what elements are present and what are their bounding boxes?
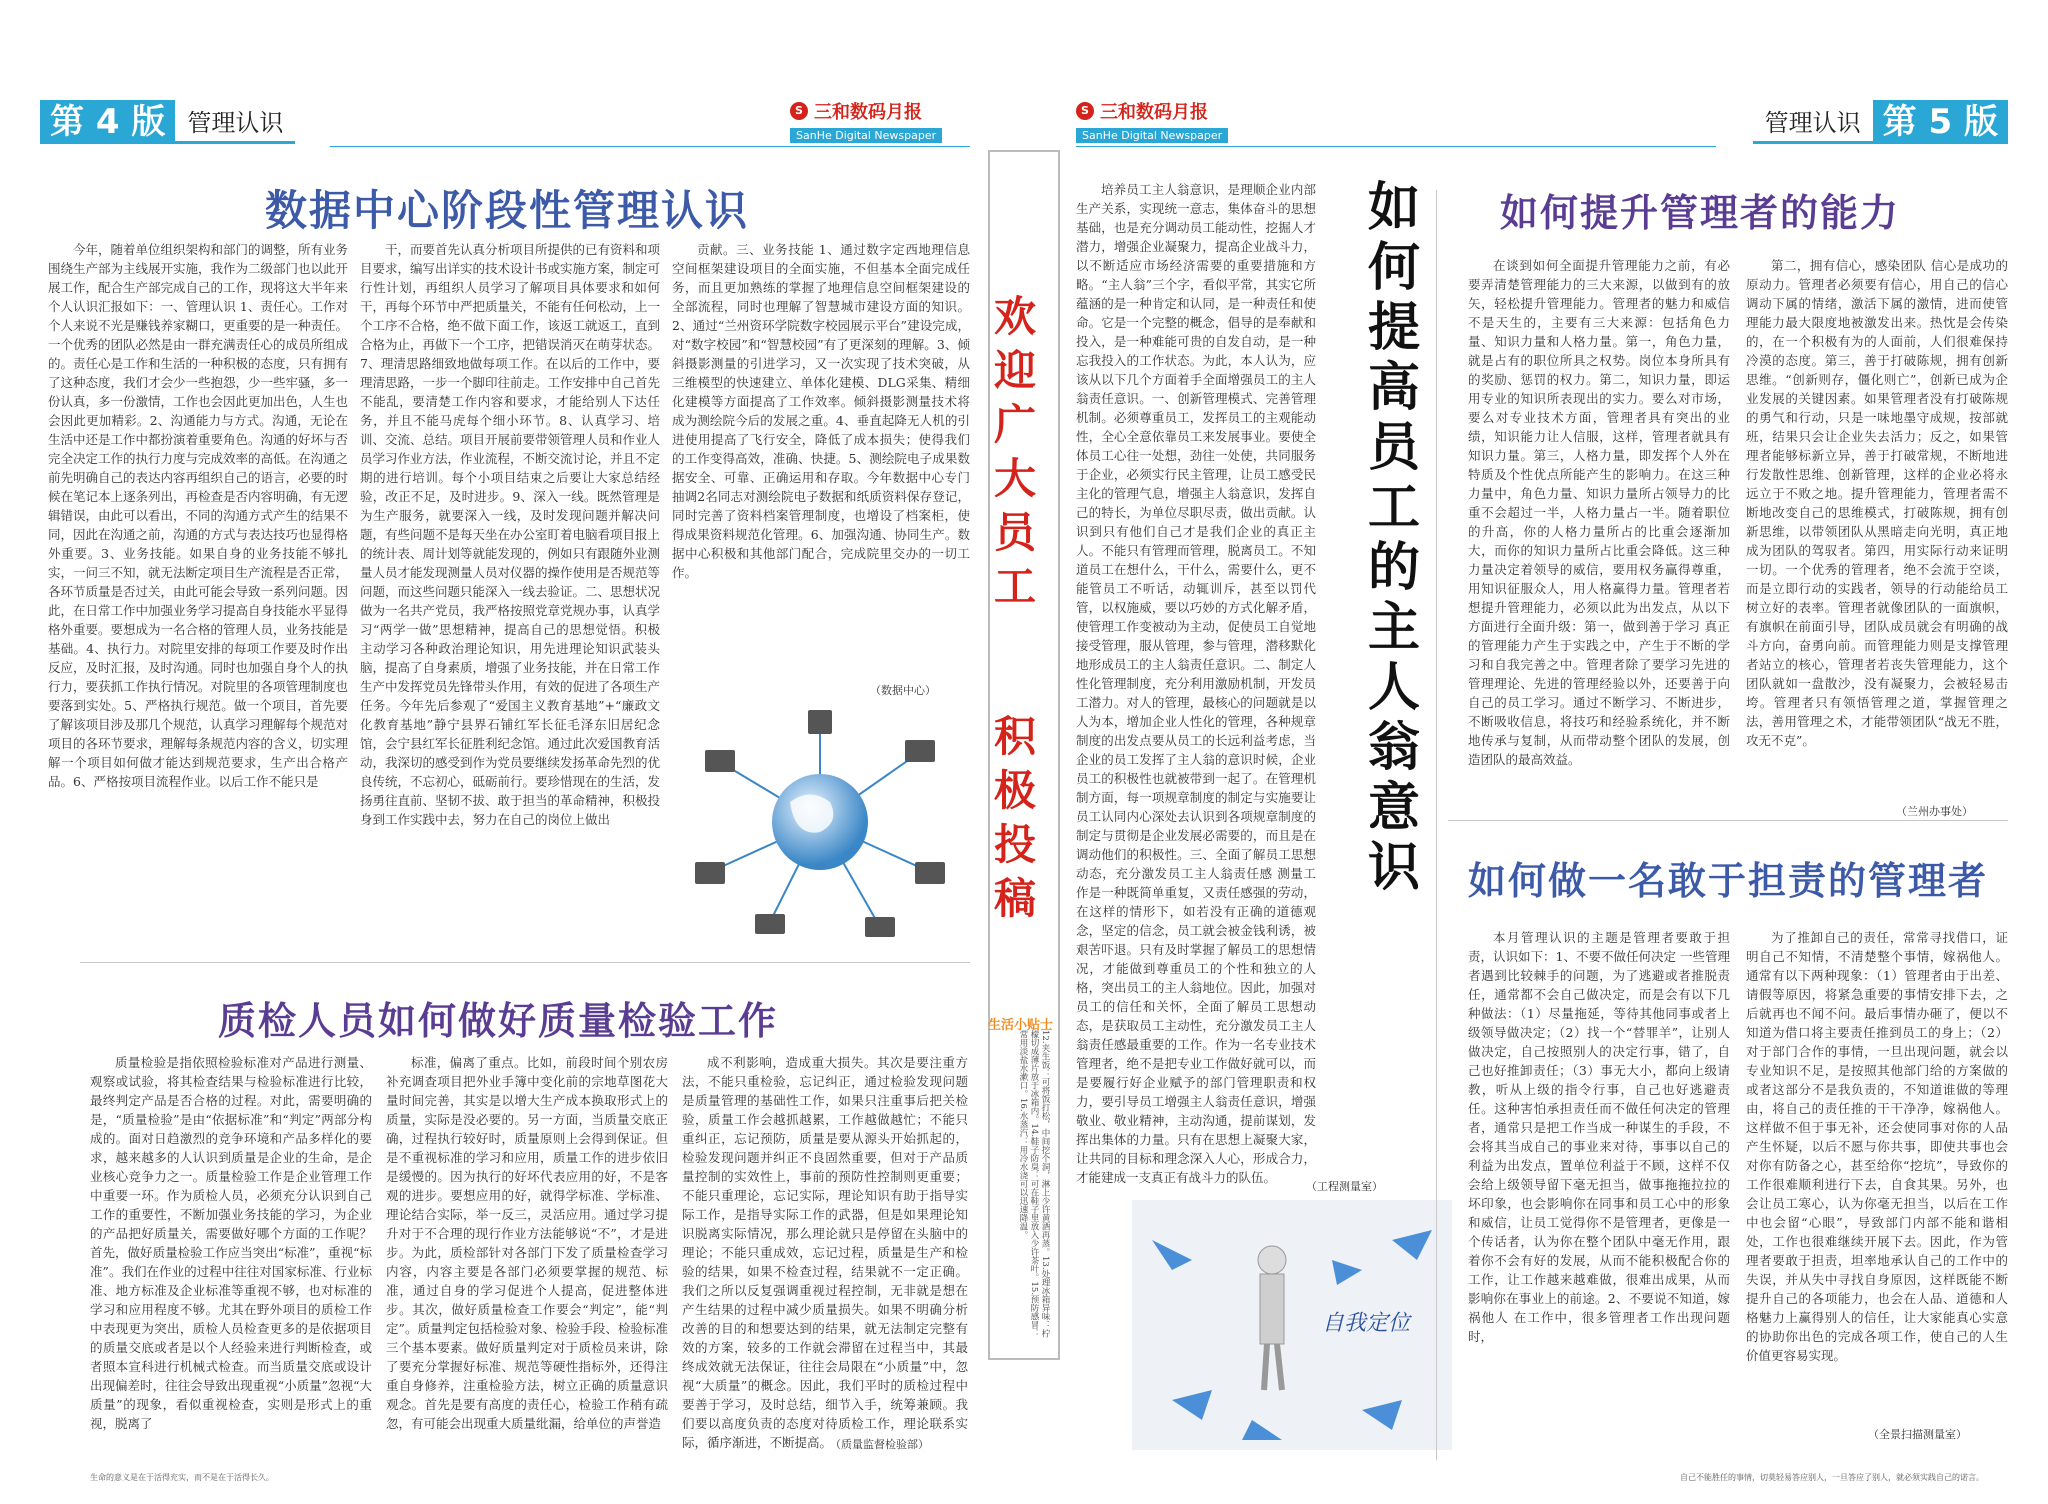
- brand-name: 三和数码月报: [1100, 102, 1208, 123]
- brand-english: SanHe Digital Newspaper: [790, 128, 942, 143]
- center-column: [980, 150, 1066, 1450]
- column: 标准，偏离了重点。比如，前段时间个别农房补充调查项目把外业手簿中变化前的宗地草图花大量时间完善，其实是以增大生产成本换取形式上的质量，实际是没必要的。另一方面，当质量交底正确，过程执行较好时，质量原则上会得到保证。但是不重视标准的学习和应用，质量工作的进步依旧是缓慢的。因为执行的好坏代表应用的好，不是客观的进步。要想应用的好，就得学标准、学标准、理论结合实际，举一反三，灵活应用。通过学习提升对于不合理的现行作业方法能够说“不”，才是进步。为此，质检部针对各部门下发了质量检查学习内容，内容主要是各部门必须要掌握的规范、标准，通过自身的学习促进个人提高，促进整体进步。其次，做好质量检查工作要会“判定”，能“判定”。质量判定包括检验对象、检验手段、检验标准三个基本要素。做好质量判定对于质检员来讲，除了要充分掌握好标准、规范等硬性指标外，还得注重自身修养，注重检验方法，树立正确的质量意识观念。首先是要有高度的责任心，检验工作稍有疏忽，有可能会出现重大质量纰漏，给单位的声誉造: [386, 1055, 668, 1431]
- article-credit: （兰州办事处）: [1896, 805, 1973, 818]
- column: 质量检验是指依照检验标准对产品进行测量、观察或试验，将其检查结果与检验标准进行比较，最终判定产品是否合格的过程。对此，需要明确的是，“质量检验”是由“依据标准”和“判定”两部分构成的。面对日趋激烈的竞争环境和产品多样化的要求，越来越多的人认识到质量是企业的生命，是企业核心竞争力之一。质量检验工作是企业管理工作中重要一环。作为质检人员，必须充分认识到自己工作的重要性，不断加强业务技能的学习，为企业的产品把好质量关，需要做好哪个方面的工作呢？首先，做好质量检验工作应当突出“标准”，重视“标准”。我们在作业的过程中往往对国家标准、行业标准、地方标准及企业标准等重视不够，也对标准的学习和应用程度不够。尤其在野外项目的质检工作中表现更为突出，质检人员检查更多的是依据项目的质量交底或者是以个人经验来进行判断检查，或者照本宣科进行机械式检查。而当质量交底或设计出现偏差时，往往会导致出现重视“小质量”忽视“大质量”的现象，看似重视检查，实则是形式上的重视，脱离了: [90, 1055, 372, 1431]
- brand-logo-right: [1076, 98, 1256, 144]
- section-label: 管理认识: [175, 100, 295, 144]
- life-tips-label: 生活小贴士: [988, 1018, 1054, 1033]
- article-title: 如何做一名敢于担责的管理者: [1468, 858, 1989, 903]
- article-title: 如何提升管理者的能力: [1500, 190, 1901, 235]
- column: 为了推卸自己的责任，常常寻找借口，证明自己不知情，不清楚整个事情，嫁祸他人。通常有以下两种现象：（1）管理者由于出差、请假等原因，将紧急重要的事情安排下去，之后就再也不闻不问。最后事情办砸了，便以不知道为借口将主要责任推到员工的身上；（2）对于部门合作的事情，一旦出现问题，就会以专业知识不足，是按照其他部门给的方案做的或者这部分不是我负责的，不知道谁做的等理由，将自己的责任推的干干净净，嫁祸他人。这样做不但于事无补，还会使同事对你的人品产生怀疑，以后不愿与你共事，即使共事也会对你有防备之心，甚至给你“挖坑”，导致你的工作很难顺利进行下去，自食其果。另外，也会让员工寒心，认为你毫无担当，以后在工作中也会留“心眼”，导致部门内部不能和谐相处，工作也很难继续开展下去。因此，作为管理者要敢于担责，坦率地承认自己的工作中的失误，并从失中寻找自身原因，这样既能不断提升自己的各项能力，也会在人品、道德和人格魅力上赢得别人的信任，让大家能真心实意的协助你出色的完成各项工作，使自己的人生价值更容易实现。: [1746, 930, 2008, 1363]
- brand-logo-left: [790, 98, 970, 144]
- header-rule: [330, 146, 970, 147]
- footer-quote-left: 生命的意义是在于活得充实，而不是在于活得长久。: [90, 1473, 274, 1482]
- life-tips-text: 12.夹生饭：可将饭打松，中间挖个洞，淋上少许黄酒再蒸。13.处理冰箱异味：柠檬切成薄片放于冰箱内。14.鞋子防臭：可在鞋子里放入少许茶叶。15.预防感冒：常用淡盐水漱口。16.水蒸汽：用冷水浇可以迅速降温。: [1018, 1030, 1050, 1338]
- brand-english: SanHe Digital Newspaper: [1076, 128, 1228, 143]
- column: 今年，随着单位组织架构和部门的调整，所有业务围绕生产部为主线展开实施，我作为二级部门也以此开展工作，配合生产部完成自己的工作，现将这大半年来个人认识汇报如下：一、管理认识 1、责任心。工作对个人来说不光是赚钱养家糊口，更重要的是一种责任。一个优秀的团队必然是由一群充满责任心的成员所组成的。责任心是工作和生活的一种积极的态度，只有拥有了这种态度，我们才会少一些抱怨，少一些牢骚，多一份认真，多一份激情，工作也会因此更加出色，人生也会因此更加精彩。2、沟通能力与方式。沟通，无论在生活中还是工作中都扮演着重要角色。沟通的好坏与否完全决定工作的执行力度与完成效率的高低。在沟通之前先明确自己的表达内容再组织自己的语言，必要的时候在笔记本上逐条列出，再检查是否内容明确，有无逻辑错误，由此可以看出，不同的沟通方式产生的结果不同，因此在沟通之前，沟通的方式与表达技巧也显得格外重要。3、业务技能。如果自身的业务技能不够扎实，一问三不知，就无法断定项目生产流程是否正常，各环节质量是否过关，由此可能会导致一系列问题。因此，在日常工作中加强业务学习提高自身技能水平显得格外重要。要想成为一名合格的管理人员，业务技能是基础。4、执行力。对院里安排的每项工作要及时作出反应，及时汇报，及时沟通。同时也加强自身个人的执行力，要获抓工作执行情况。对院里的各项管理制度也要落到实处。5、严格执行规范。做一个项目，首先要了解该项目涉及那几个规范，认真学习理解每个规范对项目的各环节要求，理解每条规范内容的含义，切实理解一个项目如何做才能达到规范要求，生产出合格产品。6、严格按项目流程作业。以后工作不能只是: [48, 242, 349, 789]
- article-title: 数据中心阶段性管理认识: [265, 186, 750, 235]
- call-for-submissions: 欢迎广大员工: [993, 292, 1036, 611]
- newspaper-spread: [40, 90, 2008, 1460]
- brand-name: 三和数码月报: [814, 102, 922, 123]
- section-divider: [1448, 820, 2008, 821]
- column: 干，而要首先认真分析项目所提供的已有资料和项目要求，编写出详实的技术设计书或实施方案，制定可行性计划，再组织人员学习了解项目具体要求和如何干，再每个环节中严把质量关，不能有任何松动，上一个工序不合格，绝不做下面工作，该返工就返工，直到合格为止，再做下一个工序，把错误消灭在萌芽状态。7、理清思路细致地做每项工作。在以后的工作中，要理清思路，一步一个脚印往前走。工作安排中自己首先不能乱，要清楚工作内容和要求，才能给别人下达任务，并且不能马虎每个细小环节。8、认真学习、培训、交流、总结。项目开展前要带领管理人员和作业人员学习作业方法，作业流程，不断交流讨论，并且不定期的进行培训。每个小项目结束之后要让大家总结经验，改正不足，及时进步。9、深入一线。既然管理是为生产服务，就要深入一线，及时发现问题并解决问题，有些问题不是每天坐在办公室盯着电脑看项目报上的统计表、周计划等就能发现的，例如只有跟随外业测量人员才能发现测量人员对仪器的操作使用是否规范等问题，而这些问题只能深入一线去验证。二、思想状况 做为一名共产党员，我严格按照党章党规办事，认真学习“两学一做”思想精神，提高自己的思想觉悟。积极主动学习各种政治理论知识，用先进理论知识武装头脑，提高了自身素质，增强了业务技能，并在日常工作生产中发挥党员先锋带头作用，有效的促进了各项生产任务。今年先后参观了“爱国主义教育基地”+“廉政文化教育基地”静宁县界石铺红军长征毛泽东旧居纪念馆，会宁县红军长征胜利纪念馆。通过此次爱国教育活动，我深切的感受到作为党员要继续发扬革命先烈的优良传统，不忘初心，砥砺前行。要珍惜现在的生活，发扬勇往直前、坚韧不拔、敢于担当的革命精神，积极投身到工作实践中去，努力在自己的岗位上做出: [360, 242, 661, 827]
- column: 在谈到如何全面提升管理能力之前，有必要弄清楚管理能力的三大来源，以做到有的放矢，轻松提升管理能力。管理者的魅力和威信不是天生的，主要有三大来源：包括角色力量、知识力量和人格力量。第一，角色力量，就是占有的职位所具之权势。岗位本身所具有的奖励、惩罚的权力。第二，知识力量，即运用专业的知识所表现出的实力。要么对市场，要么对专业技术方面，管理者具有突出的业绩，知识能力让人信服，这样，管理者就具有知识力量。第三，人格力量，即发挥个人外在特质及个性优点所能产生的影响力。在这三种力量中，角色力量、知识力量所占领导力的比重不会超过一半，人格力量占一半。随着职位的升高，你的人格力量所占的比重会逐渐加大，而你的知识力量所占比重会降低。这三种力量决定着领导的威信，要用权务赢得尊重，用知识征服众人，用人格赢得力量。管理者若想提升管理能力，必须以此为出发点，从以下方面进行全面升级：第一，做到善于学习 真正的管理能力产生于实践之中，产生于不断的学习和自我完善之中。管理者除了要学习先进的管理理论、先进的管理经验以外，还要善于向自己的员工学习。通过不断学习、不断进步，不断吸收信息，将技巧和经验系统化，并不断地传承与复制，从而带动整个团队的发展，创造团队的最高效益。: [1468, 258, 1730, 767]
- article-credit: （质量监督检验部）: [830, 1438, 929, 1451]
- sanhe-logo-icon: S: [790, 102, 808, 120]
- article-credit: （工程测量室）: [1306, 1180, 1383, 1193]
- section-divider: [80, 962, 970, 963]
- article-title: 质检人员如何做好质量检验工作: [218, 998, 779, 1043]
- edition-badge: 第 4 版: [40, 100, 175, 144]
- footer-quote-right: 自己不能胜任的事情，切莫轻易答应别人，一旦答应了别人，就必须实践自己的诺言。: [1680, 1473, 1984, 1482]
- column: 贡献。三、业务技能 1、通过数字定西地理信息空间框架建设项目的全面实施，不但基本全面完成任务，而且更加熟练的掌握了地理信息空间框架建设的全部流程，同时也理解了智慧城市建设方面的知识。2、通过“兰州资环学院数字校园展示平台”建设完成，对“数字校园”和“智慧校园”有了更深刻的理解。3、倾斜摄影测量的引进学习，又一次实现了技术突破，从三维模型的快速建立、单体化建模、DLG采集、精细化建模等方面提高了工作效率。倾斜摄影测量技术将成为测绘院今后的发展之重。4、垂直起降无人机的引进使用提高了飞行安全，降低了成本损失；使得我们的工作变得高效，准确、快捷。5、测绘院电子成果数据安全、可靠、正确运用和存取。今年数据中心专门抽调2名同志对测绘院电子数据和纸质资料保存登记，同时完善了资料档案管理制度，也增设了档案柜，使得成果资料规范化管理。6、加强沟通、协同生产。数据中心积极和其他部门配合，完成院里交办的一切工作。: [672, 242, 970, 580]
- column-divider: [1436, 190, 1437, 1460]
- vertical-article-title: 如何提高员工的主人翁意识: [1367, 177, 1420, 898]
- network-globe-illustration: [680, 702, 960, 942]
- edition-header-right: [1753, 100, 2008, 144]
- column: 培养员工主人翁意识，是理顺企业内部生产关系，实现统一意志，集体奋斗的思想基础，也是充分调动员工能动性，挖掘人才潜力，增强企业凝聚力，提高企业战斗力，以不断适应市场经济需要的重要措施和方略。“主人翁”三个字，看似平常，其实它所蕴涵的是一种肯定和认同，是一种责任和使命。它是一个完整的概念，倡导的是奉献和投入，是一种难能可贵的自发自动，是一种忘我投入的工作状态。为此，本人认为，应该从以下几个方面着手全面增强员工的主人翁责任意识。一、创新管理模式、完善管理机制。必须尊重员工，发挥员工的主观能动性，全心全意依靠员工来发展事业。要使全体员工心往一处想，劲往一处使，共同服务于企业，必须实行民主管理，让员工感受民主化的管理气息，增强主人翁意识，发挥自己的特长，为单位尽职尽责，做出贡献。认识到只有他们自己才是我们企业的真正主人。不能只有管理而管理，脱离员工。不知道员工在想什么，干什么，需要什么，更不能管员工不听话，动辄训斥，甚至以罚代管，以权施威，要以巧妙的方式化解矛盾，使管理工作变被动为主动，促使员工自觉地接受管理，服从管理，参与管理，潜移默化地形成员工的主人翁责任意识。二、制定人性化管理制度，充分利用激励机制，开发员工潜力。对人的管理，最核心的问题就是以人为本，增加企业人性化的管理，各种规章制度的出发点要从员工的长远利益考虑，当企业的员工发挥了主人翁的意识时候，企业员工的积极性也就被带到一起了。在管理机制方面，每一项规章制度的制定与实施要让员工认同内心深处去认识到各项规章制度的制定与贯彻是企业发展必需要的，而且是在调动他们的积极性。三、全面了解员工思想动态，充分激发员工主人翁责任感 测量工作是一种既简单重复，又责任感强的劳动，在这样的情形下，如若没有正确的道德观念，坚定的信念，员工就会被金钱利诱，被艰苦吓退。只有及时掌握了解员工的思想情况，才能做到尊重员工的个性和独立的人格，突出员工的主人翁地位。因此，加强对员工的信任和关怀，全面了解员工思想动态，是获取员工主动性，充分激发员工主人翁责任感最重要的工作。作为一名专业技术管理者，绝不是把专业工作做好就可以，而是要履行好企业赋予的部门管理职责和权力，要引导员工增强主人翁责任意识，增强敬业、敬业精神，主动沟通，提前谋划，发挥出集体的力量。只有在思想上凝聚大家，让共同的目标和理念深入人心，形成合力，才能建成一支真正有战斗力的队伍。: [1076, 182, 1316, 1185]
- page-4: [40, 90, 970, 1460]
- sanhe-logo-icon: S: [1076, 102, 1094, 120]
- header-rule: [1076, 146, 1716, 147]
- article-credit: （全景扫描测量室）: [1868, 1428, 1967, 1441]
- illustration-caption: 自我定位: [1322, 1311, 1411, 1336]
- column: 第二，拥有信心，感染团队 信心是成功的原动力。管理者必须要有信心，用自己的信心调动下属的情绪，激活下属的激情，进而使管理能力最大限度地被激发出来。热忱是会传染的，在一个积极有为的人面前，人们很难保持冷漠的态度。第三，善于打破陈规，拥有创新思维。“创新则存，僵化则亡”，创新已成为企业发展的关键因素。如果管理者没有打破陈规的勇气和行动，只是一味地墨守成规，按部就班，结果只会让企业失去活力；反之，如果管理者能够标新立异，善于打破常规，不断地进行发散性思维、创新管理，这样的企业必将永远立于不败之地。提升管理能力，管理者需不断地改变自己的思维模式，打破陈规，拥有创新思维，以带领团队从黑暗走向光明，真正地成为团队的驾驭者。第四，用实际行动来证明一切。一个优秀的管理者，绝不会流于空谈，而是立即行动的实践者，领导的行动能给员工树立好的表率。管理者就像团队的一面旗帜，有旗帜在前面引导，团队成员就会有明确的战斗方向，奋勇向前。而管理能力则是支撑管理者站立的核心，管理者若丧失管理能力，这个团队就如一盘散沙，没有凝聚力，会被轻易击垮。管理者只有领悟管理之道，掌握管理之法，善用管理之术，才能带领团队“战无不胜，攻无不克”。: [1746, 258, 2008, 748]
- article-body: [1076, 180, 1316, 1185]
- edition-header-left: [40, 100, 295, 144]
- page-5: [1076, 90, 2008, 1460]
- self-positioning-illustration: [1132, 1200, 1452, 1450]
- column: 本月管理认识的主题是管理者要敢于担责，认识如下：1、不要不做任何决定 一些管理者遇到比较棘手的问题，为了逃避或者推脱责任，通常都不会自己做决定，而是会有以下几种做法：（1）尽量拖延，等待其他同事或者上级领导做决定；（2）找一个“替罪羊”，让别人做决定，自己按照别人的决定行事，错了，自己也好推卸责任；（3）事无大小，都向上级请教，听从上级的指令行事，自己也好逃避责任。这种害怕承担责任而不做任何决定的管理者，通常只是把工作当成一种谋生的手段，不会将其当成自己的事业来对待，事事以自己的利益为出发点，置单位利益于不顾，这样不仅会给上级领导留下毫无担当，做事拖拖拉拉的坏印象，也会影响你在同事和员工心中的形象和威信，让员工觉得你不是管理者，更像是一个传话者，认为你在整个团队中毫无作用，跟着你不会有好的发展，从而不能积极配合你的工作，让工作越来越难做，很难出成果，从而影响你在事业上的前途。2、不要说不知道，嫁祸他人 在工作中，很多管理者工作出现问题时，: [1468, 930, 1730, 1344]
- section-label: 管理认识: [1753, 100, 1873, 144]
- article-body: [1468, 928, 2008, 1443]
- article-credit: （数据中心）: [870, 684, 936, 697]
- column: 成不利影响，造成重大损失。其次是要注重方法，不能只重检验，忘记纠正，通过检验发现问题是质量管理的基础性工作，如果只注重事后把关检验，质量工作会越抓越累，工作越做越忙；不能只重纠正，忘记预防，质量是要从源头开始抓起的，检验发现问题并纠正不良固然重要，但对于产品质量控制的实效性上，事前的预防性控制则更重要；不能只重理论，忘记实际，理论知识有助于指导实际工作，是指导实际工作的武器，但是如果理论知识脱离实际情况，那么理论就只是停留在头脑中的理论；不能只重成效，忘记过程，质量是生产和检验的结果，如果不检查过程，结果就不一定正确。我们之所以反复强调重视过程控制，无非就是想在产生结果的过程中减少质量损失。如果不明确分析改善的目的和想要达到的结果，就无法制定完整有效的方案，较多的工作就会滞留在过程当中，其最终成效就无法保证，往往会局限在“小质量”中，忽视“大质量”的概念。因此，我们平时的质检过程中要善于学习，及时总结，细节入手，统筹兼顾。我们要以高度负责的态度对待质检工作，理论联系实际，循序渐进，不断提高。: [682, 1055, 968, 1450]
- article-body: [1468, 256, 2008, 876]
- edition-badge: 第 5 版: [1873, 100, 2008, 144]
- call-for-submissions-2: 积极投稿: [993, 712, 1036, 923]
